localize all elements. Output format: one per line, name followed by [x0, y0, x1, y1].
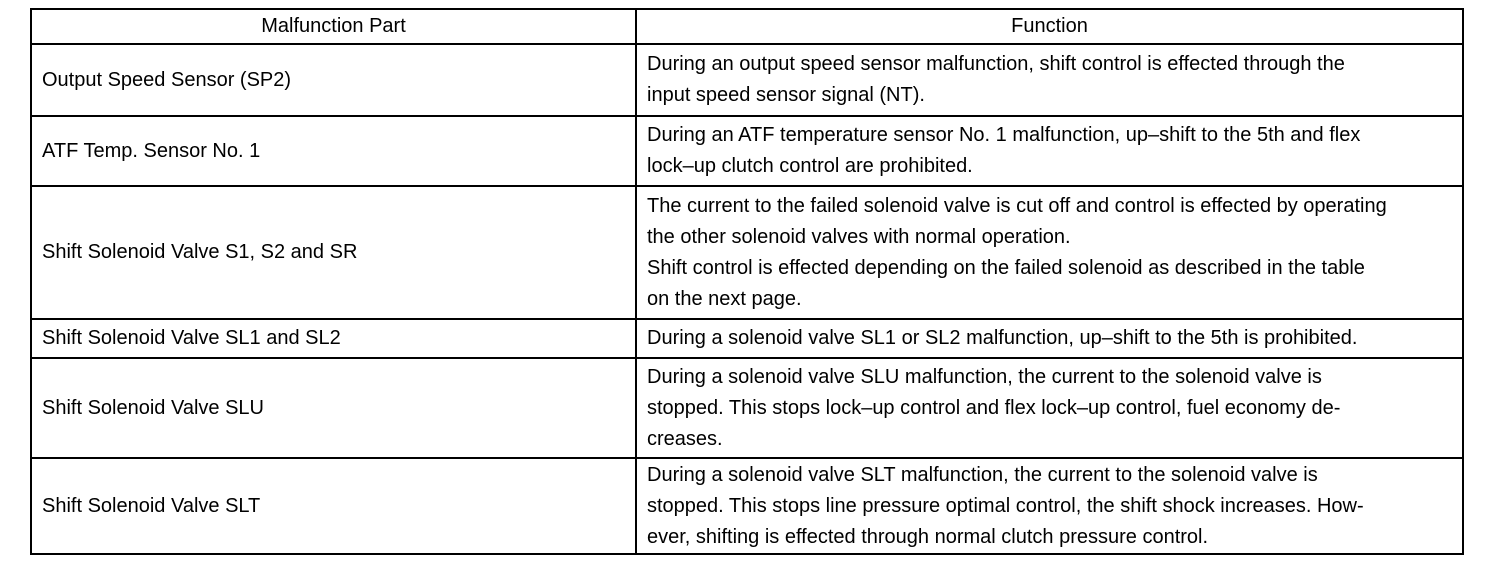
- function-text-line: ever, shifting is effected through normal clutch pressure control.: [647, 525, 1209, 548]
- function-text-line: stopped. This stops line pressure optimal control, the shift shock increases. How-: [647, 494, 1364, 517]
- function-text-line: stopped. This stops lock–up control and flex lock–up control, fuel economy de-: [647, 396, 1341, 419]
- function-text-line: creases.: [647, 427, 723, 450]
- function-cell: [636, 116, 1463, 186]
- function-cell: [636, 186, 1463, 319]
- header-malfunction-part: Malfunction Part: [31, 9, 636, 44]
- header-function: Function: [636, 9, 1463, 44]
- function-text-line: The current to the failed solenoid valve is cut off and control is effected by operating: [647, 194, 1387, 217]
- function-cell: [636, 44, 1463, 116]
- function-text-line: the other solenoid valves with normal operation.: [647, 225, 1071, 248]
- function-text-line: lock–up clutch control are prohibited.: [647, 155, 973, 177]
- malfunction-function-table: [30, 8, 1464, 555]
- function-text-line: on the next page.: [647, 287, 802, 310]
- function-text-line: During an output speed sensor malfunction, shift control is effected through the: [647, 53, 1345, 75]
- malfunction-part-cell: Shift Solenoid Valve SLT: [31, 458, 636, 554]
- function-cell: [636, 358, 1463, 458]
- table-row: [31, 44, 1463, 116]
- function-text-line: During a solenoid valve SL1 or SL2 malfunction, up–shift to the 5th is prohibited.: [647, 327, 1358, 349]
- function-text-line: input speed sensor signal (NT).: [647, 84, 925, 106]
- malfunction-part-cell: Shift Solenoid Valve SL1 and SL2: [31, 319, 636, 358]
- function-cell: [636, 319, 1463, 358]
- table-row: [31, 458, 1463, 554]
- table-row: [31, 358, 1463, 458]
- malfunction-part-cell: Shift Solenoid Valve SLU: [31, 358, 636, 458]
- function-text-line: During a solenoid valve SLU malfunction, the current to the solenoid valve is: [647, 365, 1322, 388]
- table-row: [31, 319, 1463, 358]
- malfunction-part-cell: Shift Solenoid Valve S1, S2 and SR: [31, 186, 636, 319]
- malfunction-part-cell: ATF Temp. Sensor No. 1: [31, 116, 636, 186]
- function-cell: [636, 458, 1463, 554]
- function-text-line: Shift control is effected depending on the failed solenoid as described in the table: [647, 256, 1365, 279]
- table-header-row: [31, 9, 1463, 44]
- malfunction-part-cell: Output Speed Sensor (SP2): [31, 44, 636, 116]
- function-text-line: During a solenoid valve SLT malfunction, the current to the solenoid valve is: [647, 463, 1318, 486]
- table-row: [31, 116, 1463, 186]
- table-row: [31, 186, 1463, 319]
- function-text-line: During an ATF temperature sensor No. 1 malfunction, up–shift to the 5th and flex: [647, 124, 1361, 146]
